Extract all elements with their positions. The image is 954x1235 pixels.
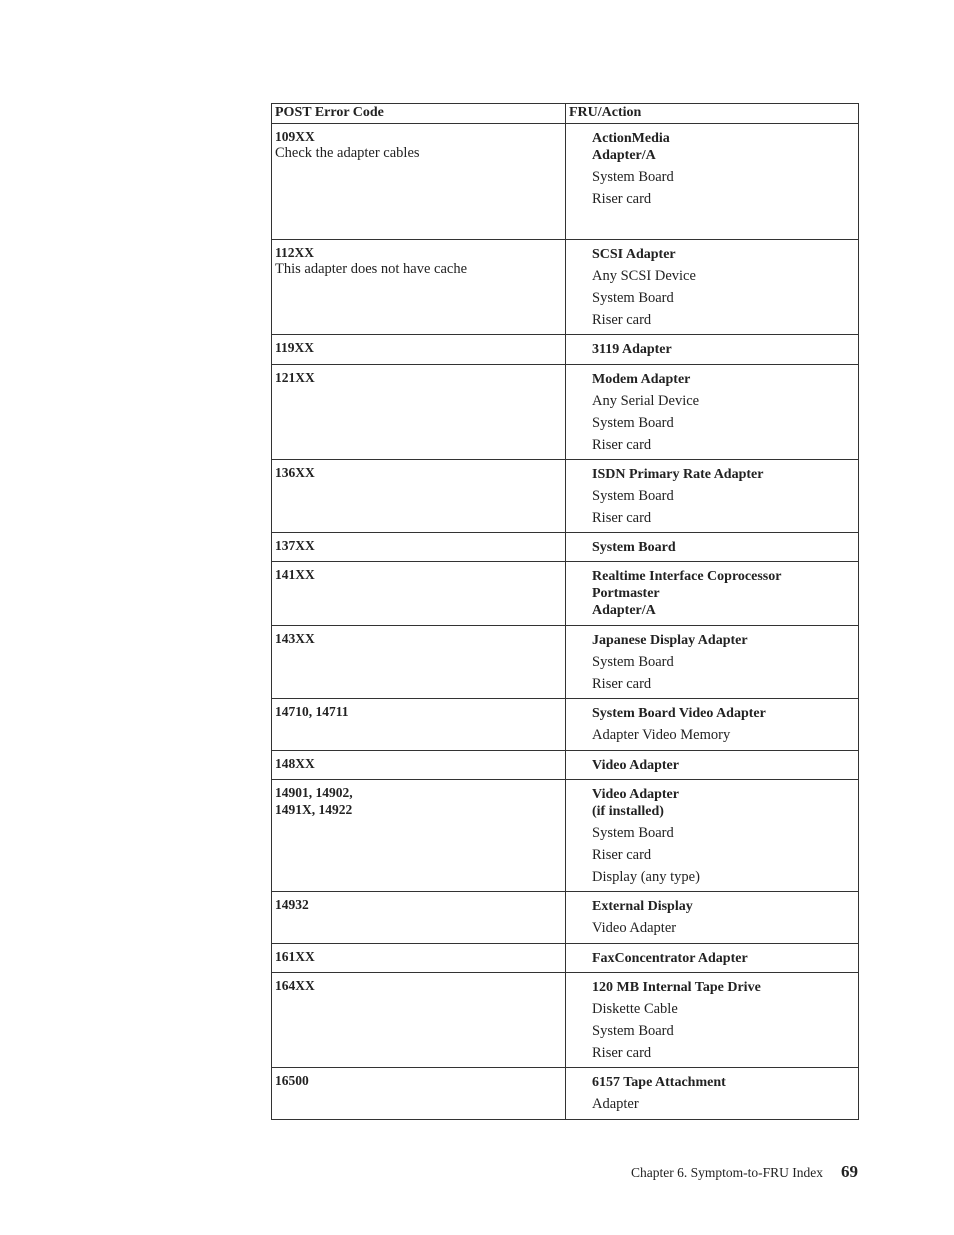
- error-code-cell: [272, 780, 566, 892]
- fru-action-text: (if installed): [592, 804, 664, 819]
- page-footer: [631, 1162, 858, 1182]
- error-code: 112XX: [275, 245, 315, 260]
- fru-action-text: Video Adapter: [592, 758, 679, 773]
- fru-action-text: FaxConcentrator Adapter: [592, 951, 748, 966]
- fru-action-item: [592, 757, 854, 774]
- fru-action-cell: [566, 973, 859, 1068]
- error-code-cell: [272, 699, 566, 751]
- fru-action-item: [592, 1045, 854, 1062]
- error-code: 14932: [275, 897, 309, 912]
- error-code: 137XX: [275, 538, 315, 553]
- error-note: This adapter does not have cache: [275, 261, 468, 277]
- table-row: [272, 699, 859, 751]
- fru-action-text: System Board: [592, 1023, 674, 1039]
- table-row: [272, 240, 859, 335]
- error-code-cell: [272, 562, 566, 626]
- fru-action-text: 3119 Adapter: [592, 342, 672, 357]
- fru-action-text: System Board: [592, 169, 674, 185]
- fru-action-item: [592, 979, 854, 996]
- fru-action-item: [592, 268, 854, 285]
- fru-action-text: Riser card: [592, 312, 652, 328]
- fru-action-item: [592, 169, 854, 186]
- table-row: [272, 365, 859, 460]
- fru-action-item: [592, 312, 854, 329]
- fru-action-item: [592, 898, 854, 915]
- fru-action-text: Riser card: [592, 191, 652, 207]
- fru-action-text: System Board: [592, 654, 674, 670]
- table-header-row: [272, 104, 859, 124]
- fru-action-cell: [566, 240, 859, 335]
- fru-action-text: Display (any type): [592, 869, 700, 885]
- fru-action-item: [592, 539, 854, 556]
- error-code-cell: [272, 335, 566, 365]
- fru-action-cell: [566, 562, 859, 626]
- error-code: 119XX: [275, 340, 315, 355]
- fru-action-text: Riser card: [592, 437, 652, 453]
- error-code: 161XX: [275, 949, 315, 964]
- fru-action-text: System Board: [592, 415, 674, 431]
- table-row: [272, 335, 859, 365]
- error-code-cell: [272, 460, 566, 533]
- error-code: 143XX: [275, 631, 315, 646]
- fru-action-text: ISDN Primary Rate Adapter: [592, 467, 764, 482]
- fru-action-text: System Board: [592, 290, 674, 306]
- fru-action-item: [592, 705, 854, 722]
- fru-action-cell: [566, 780, 859, 892]
- fru-action-item: [592, 568, 854, 619]
- fru-action-item: [592, 130, 854, 164]
- fru-action-cell: [566, 460, 859, 533]
- table-row: [272, 460, 859, 533]
- fru-action-item: [592, 632, 854, 649]
- fru-action-text: Adapter/A: [592, 603, 656, 618]
- fru-action-item: [592, 676, 854, 693]
- fru-action-text: Riser card: [592, 510, 652, 526]
- error-code-cell: [272, 124, 566, 240]
- fru-action-text: Riser card: [592, 1045, 652, 1061]
- fru-action-text: Any Serial Device: [592, 393, 700, 409]
- chapter-title: Chapter 6. Symptom-to-FRU Index: [631, 1165, 823, 1180]
- fru-action-text: Realtime Interface Coprocessor: [592, 569, 782, 584]
- table-row: [272, 780, 859, 892]
- error-note: Check the adapter cables: [275, 145, 420, 161]
- fru-action-text: Adapter Video Memory: [592, 727, 731, 743]
- table-row: [272, 892, 859, 944]
- fru-action-text: Adapter/A: [592, 148, 656, 163]
- header-fru-action: FRU/Action: [566, 104, 859, 124]
- fru-action-cell: [566, 699, 859, 751]
- fru-action-item: [592, 786, 854, 820]
- fru-action-cell: [566, 365, 859, 460]
- error-code-cell: [272, 1068, 566, 1120]
- fru-action-text: Adapter: [592, 1096, 639, 1112]
- fru-action-cell: [566, 892, 859, 944]
- post-error-table: [271, 103, 859, 1120]
- fru-action-text: System Board: [592, 540, 676, 555]
- table-row: [272, 533, 859, 562]
- fru-action-text: Diskette Cable: [592, 1001, 678, 1017]
- table-row: [272, 562, 859, 626]
- fru-action-text: 120 MB Internal Tape Drive: [592, 980, 761, 995]
- fru-action-cell: [566, 751, 859, 780]
- error-code: 121XX: [275, 370, 315, 385]
- fru-action-text: SCSI Adapter: [592, 247, 676, 262]
- fru-action-text: Riser card: [592, 847, 652, 863]
- page-number: 69: [841, 1162, 858, 1181]
- error-code-cell: [272, 892, 566, 944]
- fru-action-item: [592, 466, 854, 483]
- error-code: 109XX: [275, 129, 315, 144]
- table-row: [272, 944, 859, 973]
- fru-action-item: [592, 847, 854, 864]
- table-row: [272, 124, 859, 240]
- fru-action-item: [592, 290, 854, 307]
- fru-action-item: [592, 488, 854, 505]
- fru-action-item: [592, 869, 854, 886]
- fru-action-text: System Board: [592, 825, 674, 841]
- fru-action-text: ActionMedia: [592, 131, 670, 146]
- fru-action-item: [592, 727, 854, 744]
- fru-action-text: 6157 Tape Attachment: [592, 1075, 726, 1090]
- fru-action-item: [592, 654, 854, 671]
- fru-action-cell: [566, 944, 859, 973]
- error-code: 141XX: [275, 567, 315, 582]
- fru-action-text: Modem Adapter: [592, 372, 691, 387]
- error-code: 164XX: [275, 978, 315, 993]
- fru-action-text: Japanese Display Adapter: [592, 633, 748, 648]
- error-code-cell: [272, 626, 566, 699]
- error-code: 1491X, 14922: [275, 802, 353, 817]
- fru-action-item: [592, 437, 854, 454]
- table-row: [272, 973, 859, 1068]
- fru-action-cell: [566, 335, 859, 365]
- error-code: 16500: [275, 1073, 309, 1088]
- error-code-cell: [272, 365, 566, 460]
- fru-action-text: System Board Video Adapter: [592, 706, 766, 721]
- fru-action-item: [592, 1001, 854, 1018]
- error-code: 136XX: [275, 465, 315, 480]
- fru-action-item: [592, 371, 854, 388]
- fru-action-item: [592, 415, 854, 432]
- fru-action-text: Portmaster: [592, 586, 660, 601]
- fru-action-item: [592, 950, 854, 967]
- error-code-cell: [272, 533, 566, 562]
- fru-action-text: Video Adapter: [592, 920, 677, 936]
- fru-action-item: [592, 341, 854, 358]
- fru-action-text: Riser card: [592, 676, 652, 692]
- error-code-cell: [272, 944, 566, 973]
- fru-action-cell: [566, 1068, 859, 1120]
- fru-action-cell: [566, 124, 859, 240]
- fru-action-item: [592, 191, 854, 208]
- table-body: [272, 124, 859, 1120]
- error-code: 148XX: [275, 756, 315, 771]
- fru-action-item: [592, 510, 854, 527]
- error-code: 14901, 14902,: [275, 785, 353, 800]
- table-row: [272, 751, 859, 780]
- fru-action-text: Video Adapter: [592, 787, 679, 802]
- header-post-error-code: POST Error Code: [272, 104, 566, 124]
- fru-action-item: [592, 1096, 854, 1113]
- table-row: [272, 1068, 859, 1120]
- error-code-cell: [272, 973, 566, 1068]
- fru-action-cell: [566, 626, 859, 699]
- error-code-cell: [272, 240, 566, 335]
- fru-action-item: [592, 920, 854, 937]
- fru-action-text: System Board: [592, 488, 674, 504]
- fru-action-text: Any SCSI Device: [592, 268, 696, 284]
- error-code: 14710, 14711: [275, 704, 349, 719]
- error-code-cell: [272, 751, 566, 780]
- fru-action-item: [592, 246, 854, 263]
- fru-action-item: [592, 1023, 854, 1040]
- table-row: [272, 626, 859, 699]
- fru-action-item: [592, 825, 854, 842]
- fru-action-item: [592, 393, 854, 410]
- fru-action-item: [592, 1074, 854, 1091]
- fru-action-text: External Display: [592, 899, 693, 914]
- fru-action-cell: [566, 533, 859, 562]
